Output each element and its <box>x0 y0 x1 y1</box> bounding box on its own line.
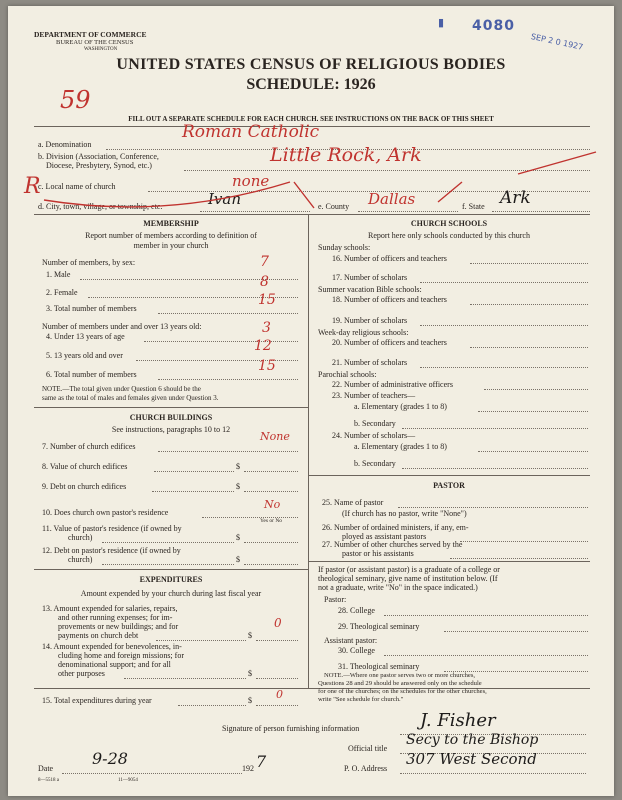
q21-line <box>420 367 588 368</box>
residence-value-label-2: church) <box>68 533 93 542</box>
division-value: Little Rock, Ark <box>270 144 422 166</box>
city-town-label: d. City, town, village, or township, etc. <box>38 202 163 211</box>
over-13-label: 5. 13 years old and over <box>46 351 123 360</box>
address-value: 307 West Second <box>406 750 537 768</box>
edifices-count-value: None <box>260 430 290 443</box>
q24a-line <box>478 451 588 452</box>
benevolences-label-4: other purposes <box>58 669 105 678</box>
edifices-count-line <box>158 451 298 452</box>
date-value: 9-28 <box>92 749 128 768</box>
residence-debt-dollar: $ <box>236 555 240 564</box>
expenditures-intro: Amount expended by your church during last fiscal year <box>80 589 262 598</box>
pastor-note-3: for one of the churches; on the schedules for the other churches, <box>318 688 487 695</box>
q24a-label: a. Elementary (grades 1 to 8) <box>354 442 447 451</box>
pastor-seminary-line <box>444 631 588 632</box>
residence-value-line <box>102 542 234 543</box>
membership-title: MEMBERSHIP <box>143 219 199 228</box>
benevolences-dollar: $ <box>248 669 252 678</box>
total-expenditures-value: 0 <box>276 688 283 701</box>
q20-label: 20. Number of officers and teachers <box>332 338 447 347</box>
residence-value-label: 11. Value of pastor's residence (if owned by <box>42 524 182 533</box>
q16-label: 16. Number of officers and teachers <box>332 254 447 263</box>
under-13-value: 3 <box>262 320 271 336</box>
female-label: 2. Female <box>46 288 78 297</box>
total-members-label: 3. Total number of members <box>46 304 137 313</box>
q17-label: 17. Number of scholars <box>332 273 408 282</box>
q22-label: 22. Number of administrative officers <box>332 380 453 389</box>
q19-label: 19. Number of scholars <box>332 316 408 325</box>
benevolences-label-3: denominational support; and for all <box>58 660 171 669</box>
year-prefix: 192 <box>242 764 254 773</box>
stamp-mark: ▮ <box>438 16 445 29</box>
assistant-ministers-label: 26. Number of ordained ministers, if any, em- <box>322 523 469 532</box>
q18-label: 18. Number of officers and teachers <box>332 295 447 304</box>
state-value: Ark <box>500 188 531 208</box>
members-by-sex-label: Number of members, by sex: <box>42 258 136 267</box>
q24-label: 24. Number of scholars— <box>332 431 416 440</box>
running-expenses-amount-line <box>256 640 298 641</box>
female-value: 8 <box>260 274 269 290</box>
q22-line <box>484 389 588 390</box>
membership-bottom-rule <box>34 407 308 408</box>
buildings-bottom-rule <box>34 569 308 570</box>
division-label-2: Diocese, Presbytery, Synod, etc.) <box>46 161 152 170</box>
running-expenses-label-4: payments on church debt <box>58 631 139 640</box>
graduate-note-1: If pastor (or assistant pastor) is a graduate of a college or <box>318 565 500 574</box>
running-expenses-line <box>156 640 246 641</box>
pastor-note-4: write "See schedule for church." <box>318 696 404 703</box>
under-13-label: 4. Under 13 years of age <box>46 332 125 341</box>
assistant-college-line <box>384 655 588 656</box>
total-members-age-value: 15 <box>258 358 276 374</box>
buildings-intro: See instructions, paragraphs 10 to 12 <box>111 425 231 434</box>
owns-residence-line <box>202 517 298 518</box>
expenditures-title: EXPENDITURES <box>139 575 203 584</box>
other-churches-line <box>450 558 588 559</box>
total-members-age-line <box>158 379 298 380</box>
owns-residence-label: 10. Does church own pastor's residence <box>42 508 169 517</box>
official-title-label: Official title <box>348 744 388 753</box>
weekday-heading: Week-day religious schools: <box>318 328 409 337</box>
pastor-name-note: (If church has no pastor, write "None") <box>342 509 467 518</box>
assistant-ministers-line <box>460 541 588 542</box>
red-annotation-strokes <box>8 6 614 236</box>
denomination-value: Roman Catholic <box>182 122 320 142</box>
male-label: 1. Male <box>46 270 71 279</box>
q24b-label: b. Secondary <box>354 459 396 468</box>
edifices-value-dollar: $ <box>236 462 240 471</box>
left-margin-mark: R <box>24 174 41 199</box>
owns-residence-value: No <box>264 498 281 511</box>
edifices-debt-line <box>152 491 234 492</box>
section-top-rule <box>34 214 590 215</box>
q23a-label: a. Elementary (grades 1 to 8) <box>354 402 447 411</box>
division-label: b. Division (Association, Conference, <box>38 152 159 161</box>
graduate-note-3: not a graduate, write "No" in the space indicated.) <box>318 583 478 592</box>
department-label: DEPARTMENT OF COMMERCE <box>34 30 147 39</box>
assistant-seminary-label: 31. Theological seminary <box>338 662 420 671</box>
benevolences-line <box>124 678 246 679</box>
schedule-title: SCHEDULE: 1926 <box>246 76 376 93</box>
q20-line <box>470 347 588 348</box>
city-town-value: Ivan <box>208 190 242 208</box>
instruction-text: FILL OUT A SEPARATE SCHEDULE FOR EACH CHURCH. SEE INSTRUCTIONS ON THE BACK OF THIS SHEET <box>128 115 494 123</box>
over-13-value: 12 <box>254 338 272 354</box>
address-label: P. O. Address <box>344 764 388 773</box>
age-heading: Number of members under and over 13 years old: <box>42 322 202 331</box>
local-name-label: c. Local name of church <box>38 182 116 191</box>
edifices-debt-label: 9. Debt on church edifices <box>42 482 127 491</box>
other-churches-label: 27. Number of other churches served by the <box>322 540 463 549</box>
running-expenses-value: 0 <box>274 616 282 630</box>
membership-note-2: same as the total of males and females given under Question 3. <box>42 394 219 402</box>
edifices-value-amount-line <box>244 471 298 472</box>
yes-no-hint: Yes or No <box>260 518 283 524</box>
membership-note-1: NOTE.—The total given under Question 6 should be the <box>42 385 201 393</box>
assistant-college-label: 30. College <box>338 646 375 655</box>
under-13-line <box>144 341 298 342</box>
county-value: Dallas <box>368 190 416 208</box>
date-line <box>62 773 242 774</box>
signature-label: Signature of person furnishing information <box>222 724 360 733</box>
q17-line <box>420 282 588 283</box>
q23a-line <box>478 411 588 412</box>
city-label: WASHINGTON <box>84 47 118 52</box>
graduate-note-2: theological seminary, give name of institution below. (If <box>318 574 498 583</box>
residence-value-dollar: $ <box>236 533 240 542</box>
residence-debt-amount-line <box>244 564 298 565</box>
county-label: e. County <box>318 202 350 211</box>
column-divider <box>308 214 309 688</box>
total-members-value: 15 <box>258 292 276 308</box>
q16-line <box>470 263 588 264</box>
pastor-note-2: Questions 28 and 29 should be answered only on the schedule <box>318 680 482 687</box>
q24b-line <box>402 468 588 469</box>
date-label: Date <box>38 764 54 773</box>
q19-line <box>420 325 588 326</box>
sunday-heading: Sunday schools: <box>318 243 371 252</box>
total-members-line <box>158 313 298 314</box>
address-line <box>400 773 586 774</box>
pastor-name-label: 25. Name of pastor <box>322 498 384 507</box>
expenditures-rule <box>34 688 308 689</box>
pastor-seminary-label: 29. Theological seminary <box>338 622 420 631</box>
pastor-heading: Pastor: <box>324 595 347 604</box>
parochial-heading: Parochial schools: <box>318 370 377 379</box>
total-members-age-label: 6. Total number of members <box>46 370 137 379</box>
assistant-ministers-label-2: ployed as assistant pastors <box>342 532 427 541</box>
pastor-title: PASTOR <box>433 481 465 490</box>
schools-bottom-rule <box>308 475 590 476</box>
q23b-line <box>402 428 588 429</box>
pastor-college-line <box>384 615 588 616</box>
total-expenditures-dollar: $ <box>248 696 252 705</box>
form-code-1: 8—5518 a <box>38 778 59 783</box>
total-expenditures-amount-line <box>256 705 298 706</box>
residence-debt-line <box>102 564 234 565</box>
q21-label: 21. Number of scholars <box>332 358 408 367</box>
form-number-handwritten: 59 <box>60 86 91 114</box>
running-expenses-label-3: provements or new buildings; and for <box>58 622 179 631</box>
form-code-2: 11—9054 <box>118 778 138 783</box>
benevolences-amount-line <box>256 678 298 679</box>
official-title-value: Secy to the Bishop <box>406 732 539 748</box>
schools-intro: Report here only schools conducted by this church <box>368 231 530 240</box>
q23b-label: b. Secondary <box>354 419 396 428</box>
membership-intro-2: member in your church <box>133 241 209 250</box>
q18-line <box>470 304 588 305</box>
signature-value: J. Fisher <box>420 710 496 731</box>
residence-debt-label: 12. Debt on pastor's residence (if owned by <box>42 546 181 555</box>
total-expenditures-label: 15. Total expenditures during year <box>42 696 152 705</box>
received-date-stamp: SEP 2 0 1927 <box>530 32 584 52</box>
pastor-college-label: 28. College <box>338 606 375 615</box>
edifices-debt-amount-line <box>244 491 298 492</box>
edifices-value-line <box>154 471 234 472</box>
pastor-name-line <box>398 507 588 508</box>
edifices-count-label: 7. Number of church edifices <box>42 442 136 451</box>
membership-intro-1: Report number of members according to definition of <box>85 231 257 240</box>
stamp-number: 4080 <box>472 18 515 34</box>
other-churches-label-2: pastor or his assistants <box>342 549 414 558</box>
residence-debt-label-2: church) <box>68 555 93 564</box>
census-schedule-page <box>8 6 614 796</box>
running-expenses-label-2: and other running expenses; for im- <box>58 613 173 622</box>
state-label: f. State <box>462 202 485 211</box>
male-value: 7 <box>260 254 269 270</box>
assistant-pastor-heading: Assistant pastor: <box>324 636 378 645</box>
benevolences-label: 14. Amount expended for benevolences, in- <box>42 642 182 651</box>
total-expenditures-line <box>178 705 246 706</box>
benevolences-label-2: cluding home and foreign missions; for <box>58 651 184 660</box>
buildings-title: CHURCH BUILDINGS <box>129 413 213 422</box>
bureau-label: BUREAU OF THE CENSUS <box>56 39 134 46</box>
form-title: UNITED STATES CENSUS OF RELIGIOUS BODIES <box>116 56 506 73</box>
local-name-value: none <box>232 172 270 190</box>
q23-label: 23. Number of teachers— <box>332 391 416 400</box>
year-value: 7 <box>256 752 267 771</box>
running-expenses-label: 13. Amount expended for salaries, repairs, <box>42 604 178 613</box>
summer-heading: Summer vacation Bible schools: <box>318 285 422 294</box>
pastor-rule <box>308 561 590 562</box>
schools-title: CHURCH SCHOOLS <box>410 219 488 228</box>
edifices-value-label: 8. Value of church edifices <box>42 462 128 471</box>
residence-value-amount-line <box>244 542 298 543</box>
pastor-note-1: NOTE.—Where one pastor serves two or more churches, <box>324 672 476 679</box>
edifices-debt-dollar: $ <box>236 482 240 491</box>
denomination-label: a. Denomination <box>38 140 92 149</box>
running-expenses-dollar: $ <box>248 631 252 640</box>
